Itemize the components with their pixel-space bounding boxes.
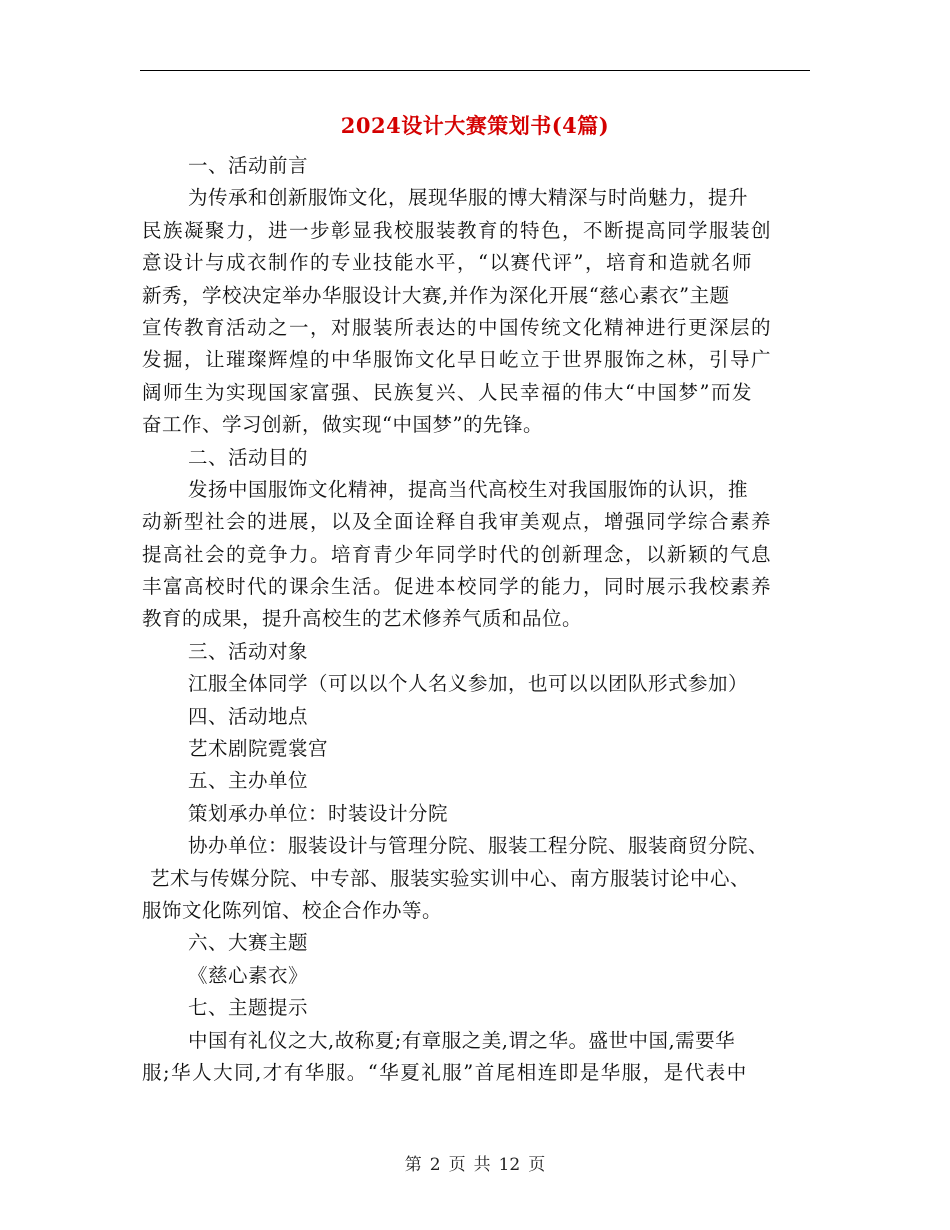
paragraph-line: 奋工作、学习创新，做实现“中国梦”的先锋。 [142, 413, 543, 437]
paragraph-line: 新秀，学校决定举办华服设计大赛,并作为深化开展“慈心素衣”主题 [142, 283, 730, 307]
section-heading-venue: 四、活动地点 [188, 704, 309, 728]
document-title: 2024设计大赛策划书(4篇) [340, 113, 610, 138]
paragraph-line: 丰富高校时代的课余生活。促进本校同学的能力，同时展示我校素养 [142, 575, 773, 599]
section-heading-theme-hint: 七、主题提示 [188, 996, 309, 1020]
paragraph-line: 提高社会的竞争力。培育青少年同学时代的创新理念，以新颖的气息 [142, 542, 773, 566]
paragraph-line: 中国有礼仪之大,故称夏;有章服之美,谓之华。盛世中国,需要华 [188, 1028, 736, 1052]
paragraph-line: 策划承办单位：时装设计分院 [188, 801, 449, 825]
paragraph-line: 发扬中国服饰文化精神，提高当代高校生对我国服饰的认识，推 [188, 477, 749, 501]
paragraph-line: 教育的成果，提升高校生的艺术修养气质和品位。 [142, 607, 583, 631]
header-rule [140, 70, 810, 71]
paragraph-line: 宣传教育活动之一，对服装所表达的中国传统文化精神进行更深层的 [142, 315, 773, 339]
footer-page-word: 页 [448, 1155, 466, 1175]
section-heading-organizer: 五、主办单位 [188, 769, 309, 793]
paragraph-line: 民族凝聚力，进一步彰显我校服装教育的特色，不断提高同学服装创 [142, 218, 773, 242]
section-heading-audience: 三、活动对象 [188, 639, 309, 663]
paragraph-line: 服;华人大同,才有华服。“华夏礼服”首尾相连即是华服，是代表中 [142, 1060, 748, 1084]
paragraph-line: 协办单位：服装设计与管理分院、服装工程分院、服装商贸分院、 [188, 834, 769, 858]
paragraph-line: 江服全体同学（可以以个人名义参加，也可以以团队形式参加） [188, 672, 749, 696]
section-heading-theme: 六、大赛主题 [188, 931, 309, 955]
footer-total-pages: 12 [498, 1155, 521, 1175]
footer-prefix: 第 [404, 1155, 422, 1175]
paragraph-line: 为传承和创新服饰文化，展现华服的博大精深与时尚魅力，提升 [188, 186, 749, 210]
paragraph-line: 艺术与传媒分院、中专部、服装实验实训中心、南方服装讨论中心、 [150, 866, 751, 890]
paragraph-line: 《慈心素衣》 [188, 963, 309, 987]
footer-current-page: 2 [429, 1155, 441, 1175]
page-footer [0, 1153, 950, 1177]
paragraph-line: 发掘，让璀璨辉煌的中华服饰文化早日屹立于世界服饰之林，引导广 [142, 348, 773, 372]
paragraph-line: 动新型社会的进展，以及全面诠释自我审美观点，增强同学综合素养 [142, 510, 773, 534]
document-body [142, 150, 810, 1089]
section-heading-preface: 一、活动前言 [188, 154, 309, 177]
paragraph-line: 艺术剧院霓裳宫 [188, 737, 329, 761]
section-heading-purpose: 二、活动目的 [188, 445, 309, 469]
paragraph-line: 服饰文化陈列馆、校企合作办等。 [142, 898, 443, 922]
paragraph-line: 阔师生为实现国家富强、民族复兴、人民幸福的伟大“中国梦”而发 [142, 380, 753, 404]
footer-suffix: 页 [528, 1155, 546, 1175]
footer-total-word: 共 [473, 1155, 491, 1175]
paragraph-line: 意设计与成衣制作的专业技能水平，“以赛代评”，培育和造就名师 [142, 251, 753, 275]
